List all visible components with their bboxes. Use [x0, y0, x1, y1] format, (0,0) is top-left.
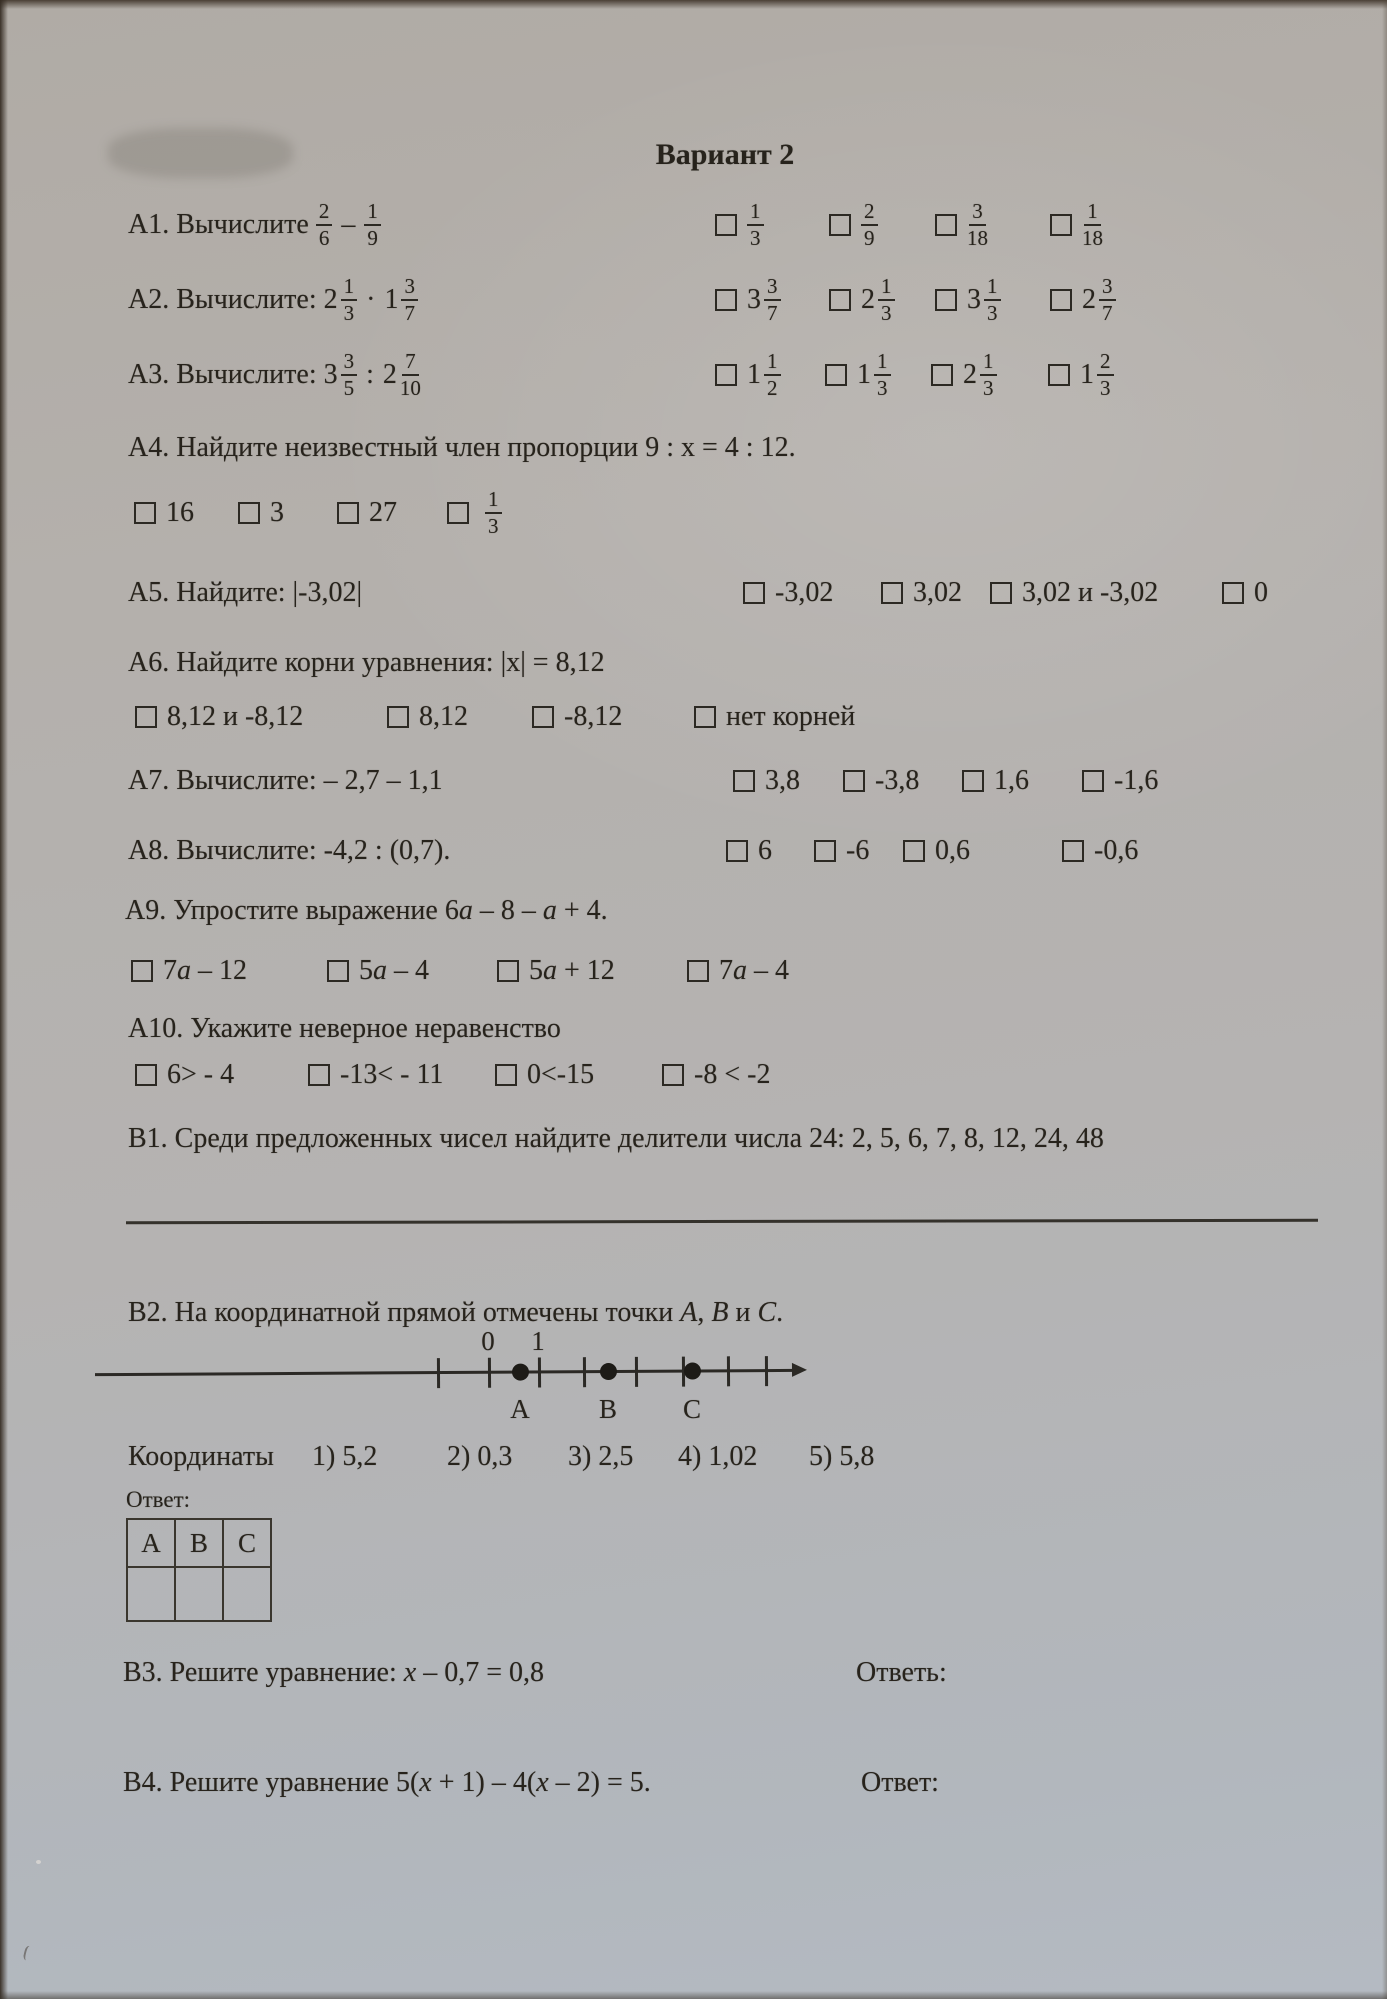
option-text: 0: [1254, 577, 1268, 608]
checkbox-icon[interactable]: [726, 840, 748, 862]
answer-table-header-c: C: [223, 1519, 271, 1567]
coordinate-option-4: [678, 1438, 757, 1476]
question-b1: [128, 1118, 1104, 1160]
option-text: 6> - 4: [167, 1059, 235, 1090]
option-text: -3,02: [775, 577, 834, 608]
answer-label-text: Ответь:: [856, 1657, 947, 1688]
option-text: 6: [758, 835, 772, 866]
checkbox-icon[interactable]: [715, 364, 737, 386]
a4-option-4: [447, 482, 502, 544]
a1-option-2: [829, 194, 878, 256]
checkbox-icon[interactable]: [715, 289, 737, 311]
question-b3-text: – 0,7 = 0,8: [416, 1657, 544, 1688]
expr-var: a: [542, 895, 557, 926]
checkbox-icon[interactable]: [387, 706, 409, 728]
checkbox-icon[interactable]: [135, 706, 157, 728]
a9-option-4: [687, 950, 789, 992]
question-b2-text: B2. На координатной прямой отмечены точки: [128, 1297, 681, 1328]
fraction: 1 9: [364, 201, 381, 249]
checkbox-icon[interactable]: [881, 582, 903, 604]
a8-option-4: [1062, 830, 1138, 872]
mixed-number: 1 1 3: [857, 351, 891, 399]
checkbox-icon[interactable]: [935, 214, 957, 236]
a8-option-1: [726, 830, 772, 872]
fraction: 1 18: [1082, 199, 1103, 250]
question-a7: [128, 760, 443, 802]
question-b4-text: B4. Решите уравнение 5(: [123, 1767, 420, 1798]
a9-option-3: [497, 950, 615, 992]
option-text: 5: [529, 955, 543, 986]
option-text: нет корней: [726, 701, 856, 732]
checkbox-icon[interactable]: [662, 1064, 684, 1086]
checkbox-icon[interactable]: [495, 1064, 517, 1086]
a8-option-2: [814, 830, 869, 872]
a1-option-3: [935, 194, 988, 256]
option-text: 0,6: [935, 835, 970, 866]
question-a2: [128, 269, 418, 331]
option-text: -3,8: [875, 765, 920, 796]
option-var: a: [733, 955, 747, 986]
point-c-label: C: [682, 1394, 701, 1424]
coordinate-text: 4) 1,02: [678, 1441, 758, 1472]
question-b3: [123, 1652, 544, 1694]
question-a3-label: A3. Вычислите:: [128, 359, 324, 390]
coordinate-option-5: [809, 1438, 874, 1476]
a5-option-4: [1222, 572, 1268, 614]
checkbox-icon[interactable]: [931, 364, 953, 386]
mixed-number: 1 2 3: [1080, 351, 1114, 399]
option-text: -6: [846, 835, 870, 866]
option-text: 7: [163, 955, 177, 986]
checkbox-icon[interactable]: [829, 214, 851, 236]
question-b2: [128, 1292, 783, 1334]
equation-var: x: [536, 1767, 549, 1798]
option-text: 16: [166, 497, 194, 528]
checkbox-icon[interactable]: [131, 960, 153, 982]
a6-option-3: [532, 696, 622, 738]
checkbox-icon[interactable]: [1050, 289, 1072, 311]
question-a2-label: A2. Вычислите:: [128, 284, 324, 315]
axis-label-zero: 0: [481, 1326, 495, 1356]
a6-option-1: [135, 696, 303, 738]
photo-edge-right: [1382, 0, 1387, 1999]
a4-option-3: [337, 482, 397, 544]
equation-var: x: [403, 1657, 417, 1688]
tick-mark: [437, 1358, 440, 1388]
question-b2-text: ,: [697, 1297, 712, 1328]
option-text: – 4: [387, 955, 429, 986]
a6-option-2: [387, 696, 468, 738]
checkbox-icon[interactable]: [532, 706, 554, 728]
equation-var: x: [419, 1767, 432, 1798]
a9-option-2: [327, 950, 429, 992]
mixed-number: 1 3 7: [384, 276, 418, 324]
option-text: 27: [369, 497, 397, 528]
operator: –: [341, 209, 356, 240]
answer-label-text: Ответ:: [126, 1487, 191, 1512]
question-a8: [128, 830, 450, 872]
tick-mark: [488, 1358, 491, 1388]
checkbox-icon[interactable]: [829, 289, 851, 311]
a1-option-4: [1050, 194, 1103, 256]
a9-option-1: [131, 950, 247, 992]
checkbox-icon[interactable]: [814, 840, 836, 862]
answer-table-header-b: B: [175, 1519, 223, 1567]
mixed-number: 2 1 3: [324, 276, 358, 324]
checkbox-icon[interactable]: [687, 960, 709, 982]
question-b4-text: – 2) = 5.: [548, 1767, 651, 1798]
pen-mark: [22, 1945, 35, 1962]
point-b-label: B: [598, 1394, 617, 1424]
bleed-through-smudge: [108, 128, 293, 178]
expr-var: a: [458, 895, 473, 926]
checkbox-icon[interactable]: [238, 502, 260, 524]
answer-table-header-a: A: [127, 1519, 175, 1567]
a5-option-1: [743, 572, 833, 614]
checkbox-icon[interactable]: [935, 289, 957, 311]
option-text: 3: [270, 497, 284, 528]
option-var: a: [373, 955, 387, 986]
option-text: 3,02 и -3,02: [1022, 577, 1159, 608]
question-b2-text: и: [728, 1297, 758, 1328]
a10-option-2: [308, 1054, 443, 1096]
a2-option-1: [715, 269, 781, 331]
answer-cell-b[interactable]: [175, 1567, 223, 1621]
point-name: B: [711, 1297, 729, 1328]
checkbox-icon[interactable]: [715, 214, 737, 236]
a3-option-1: [715, 344, 781, 406]
checkbox-icon[interactable]: [1222, 582, 1244, 604]
mixed-number: 2 1 3: [963, 351, 997, 399]
question-a10-text: A10. Укажите неверное неравенство: [128, 1013, 561, 1044]
checkbox-icon[interactable]: [733, 770, 755, 792]
tick-mark: [635, 1357, 638, 1387]
option-var: a: [543, 955, 557, 986]
checkbox-icon[interactable]: [1050, 214, 1072, 236]
option-text: 5: [359, 955, 373, 986]
photo-edge-left: [0, 0, 8, 1999]
question-a6-text: A6. Найдите корни уравнения: |x| = 8,12: [128, 647, 605, 678]
point-name: C: [757, 1297, 777, 1328]
answer-table: [126, 1518, 272, 1622]
question-a9: [125, 890, 608, 932]
fraction: 1 3: [747, 201, 764, 249]
question-a7-text: A7. Вычислите: – 2,7 – 1,1: [128, 765, 443, 796]
a2-option-4: [1050, 269, 1116, 331]
question-b1-text: B1. Среди предложенных чисел найдите делители числа 24: 2, 5, 6, 7, 8, 12, 24, 48: [128, 1123, 1104, 1154]
mixed-number: 3 3 7: [747, 276, 781, 324]
coordinate-option-2: [447, 1438, 512, 1476]
answer-cell-c[interactable]: [223, 1567, 271, 1621]
option-text: -0,6: [1094, 835, 1139, 866]
checkbox-icon[interactable]: [1082, 770, 1104, 792]
coordinate-text: 1) 5,2: [312, 1441, 378, 1472]
option-text: -8,12: [564, 701, 623, 732]
coordinate-text: 5) 5,8: [809, 1441, 875, 1472]
operator: :: [366, 359, 374, 390]
a10-option-3: [495, 1054, 594, 1096]
fraction: 3 18: [967, 199, 988, 250]
page-title: Вариант 2: [655, 138, 795, 171]
option-text: 3,02: [913, 577, 962, 608]
checkbox-icon[interactable]: [990, 582, 1012, 604]
checkbox-icon[interactable]: [694, 706, 716, 728]
fraction: 2 6: [316, 201, 333, 249]
a8-option-3: [903, 830, 970, 872]
a5-option-3: [990, 572, 1158, 614]
option-text: – 4: [747, 955, 789, 986]
checkbox-icon[interactable]: [327, 960, 349, 982]
question-b2-text: .: [776, 1297, 784, 1328]
question-b4-text: + 1) – 4(: [431, 1767, 537, 1798]
option-text: 8,12 и -8,12: [167, 701, 304, 732]
number-line: [95, 1354, 807, 1392]
a10-option-4: [662, 1054, 770, 1096]
coordinate-option-3: [568, 1438, 633, 1476]
point-a-label: A: [510, 1394, 530, 1424]
question-b4: [123, 1762, 651, 1804]
point-a-dot: [512, 1364, 529, 1381]
fraction: 2 9: [861, 201, 878, 249]
question-a8-text: A8. Вычислите: -4,2 : (0,7).: [128, 835, 451, 866]
checkbox-icon[interactable]: [903, 840, 925, 862]
question-a4: [128, 430, 796, 466]
tick-mark: [583, 1357, 586, 1387]
a1-option-1: [715, 194, 764, 256]
question-b3-text: B3. Решите уравнение:: [123, 1657, 404, 1688]
option-text: 7: [719, 955, 733, 986]
question-a1: [128, 194, 381, 256]
answer-label-b4: [861, 1762, 939, 1804]
coordinates-label: Координаты: [128, 1441, 281, 1472]
option-text: 3,8: [765, 765, 800, 796]
a4-option-2: [238, 482, 284, 544]
a3-option-3: [931, 344, 997, 406]
mixed-number: 2 1 3: [861, 276, 895, 324]
a3-option-2: [825, 344, 891, 406]
tick-mark: [765, 1356, 768, 1386]
answer-cell-a[interactable]: [127, 1567, 175, 1621]
question-a1-label: A1. Вычислите: [128, 209, 316, 240]
question-a5: [128, 572, 362, 614]
operator: ·: [366, 284, 376, 315]
coordinate-text: 3) 2,5: [568, 1441, 634, 1472]
point-name: A: [680, 1297, 698, 1328]
checkbox-icon[interactable]: [962, 770, 984, 792]
coordinates-row: [128, 1438, 281, 1476]
checkbox-icon[interactable]: [843, 770, 865, 792]
point-b-dot: [600, 1363, 617, 1380]
option-text: 1,6: [994, 765, 1029, 796]
a2-option-2: [829, 269, 895, 331]
axis-label-one: 1: [531, 1326, 545, 1356]
checkbox-icon[interactable]: [134, 502, 156, 524]
mixed-number: 2 7 10: [382, 349, 421, 400]
question-a5-text: A5. Найдите: |-3,02|: [128, 577, 363, 608]
answer-label-b3: [856, 1652, 947, 1694]
a2-option-3: [935, 269, 1001, 331]
mixed-number: 2 3 7: [1082, 276, 1116, 324]
checkbox-icon[interactable]: [135, 1064, 157, 1086]
expr-part: – 8 –: [472, 895, 543, 926]
arrow-right-icon: [792, 1363, 807, 1377]
question-a10: [128, 1008, 561, 1050]
mixed-number: 3 3 5: [324, 351, 358, 399]
question-a6: [128, 642, 605, 684]
tick-mark: [538, 1357, 541, 1387]
a4-option-1: [134, 482, 194, 544]
question-a9-label: A9. Упростите выражение: [125, 895, 445, 926]
checkbox-icon[interactable]: [337, 502, 359, 524]
a6-option-4: [694, 696, 855, 738]
option-text: + 12: [557, 955, 615, 986]
photo-edge-bottom: [0, 1991, 1387, 1999]
checkbox-icon[interactable]: [308, 1064, 330, 1086]
mixed-number: 3 1 3: [967, 276, 1001, 324]
paper-speck: [36, 1860, 41, 1864]
coordinate-text: 2) 0,3: [447, 1441, 513, 1472]
a10-option-1: [135, 1054, 234, 1096]
answer-label-b2: [126, 1486, 190, 1514]
photo-edge-top: [0, 0, 1387, 9]
expr-part: 6: [444, 895, 459, 926]
checkbox-icon[interactable]: [825, 364, 847, 386]
option-text: -8 < -2: [694, 1059, 771, 1090]
option-text: 0<-15: [527, 1059, 595, 1090]
option-text: -1,6: [1114, 765, 1159, 796]
fraction: 1 3: [485, 489, 502, 537]
coordinate-option-1: [312, 1438, 377, 1476]
a7-option-4: [1082, 760, 1158, 802]
point-c-dot: [684, 1362, 701, 1379]
mixed-number: 1 1 2: [747, 351, 781, 399]
question-a4-text: A4. Найдите неизвестный член пропорции 9 : x = 4 : 12.: [128, 432, 796, 463]
checkbox-icon[interactable]: [1048, 364, 1070, 386]
option-text: – 12: [191, 955, 247, 986]
question-a3: [128, 344, 421, 406]
checkbox-icon[interactable]: [497, 960, 519, 982]
option-text: -13< - 11: [340, 1059, 444, 1090]
option-text: 8,12: [419, 701, 468, 732]
checkbox-icon[interactable]: [743, 582, 765, 604]
checkbox-icon[interactable]: [447, 502, 469, 524]
a7-option-3: [962, 760, 1029, 802]
a7-option-2: [843, 760, 919, 802]
checkbox-icon[interactable]: [1062, 840, 1084, 862]
tick-mark: [727, 1356, 730, 1386]
option-var: a: [177, 955, 191, 986]
a7-option-1: [733, 760, 800, 802]
expr-part: + 4.: [556, 895, 608, 926]
a5-option-2: [881, 572, 962, 614]
section-divider: [126, 1219, 1318, 1224]
answer-label-text: Ответ:: [861, 1767, 939, 1798]
a3-option-4: [1048, 344, 1114, 406]
